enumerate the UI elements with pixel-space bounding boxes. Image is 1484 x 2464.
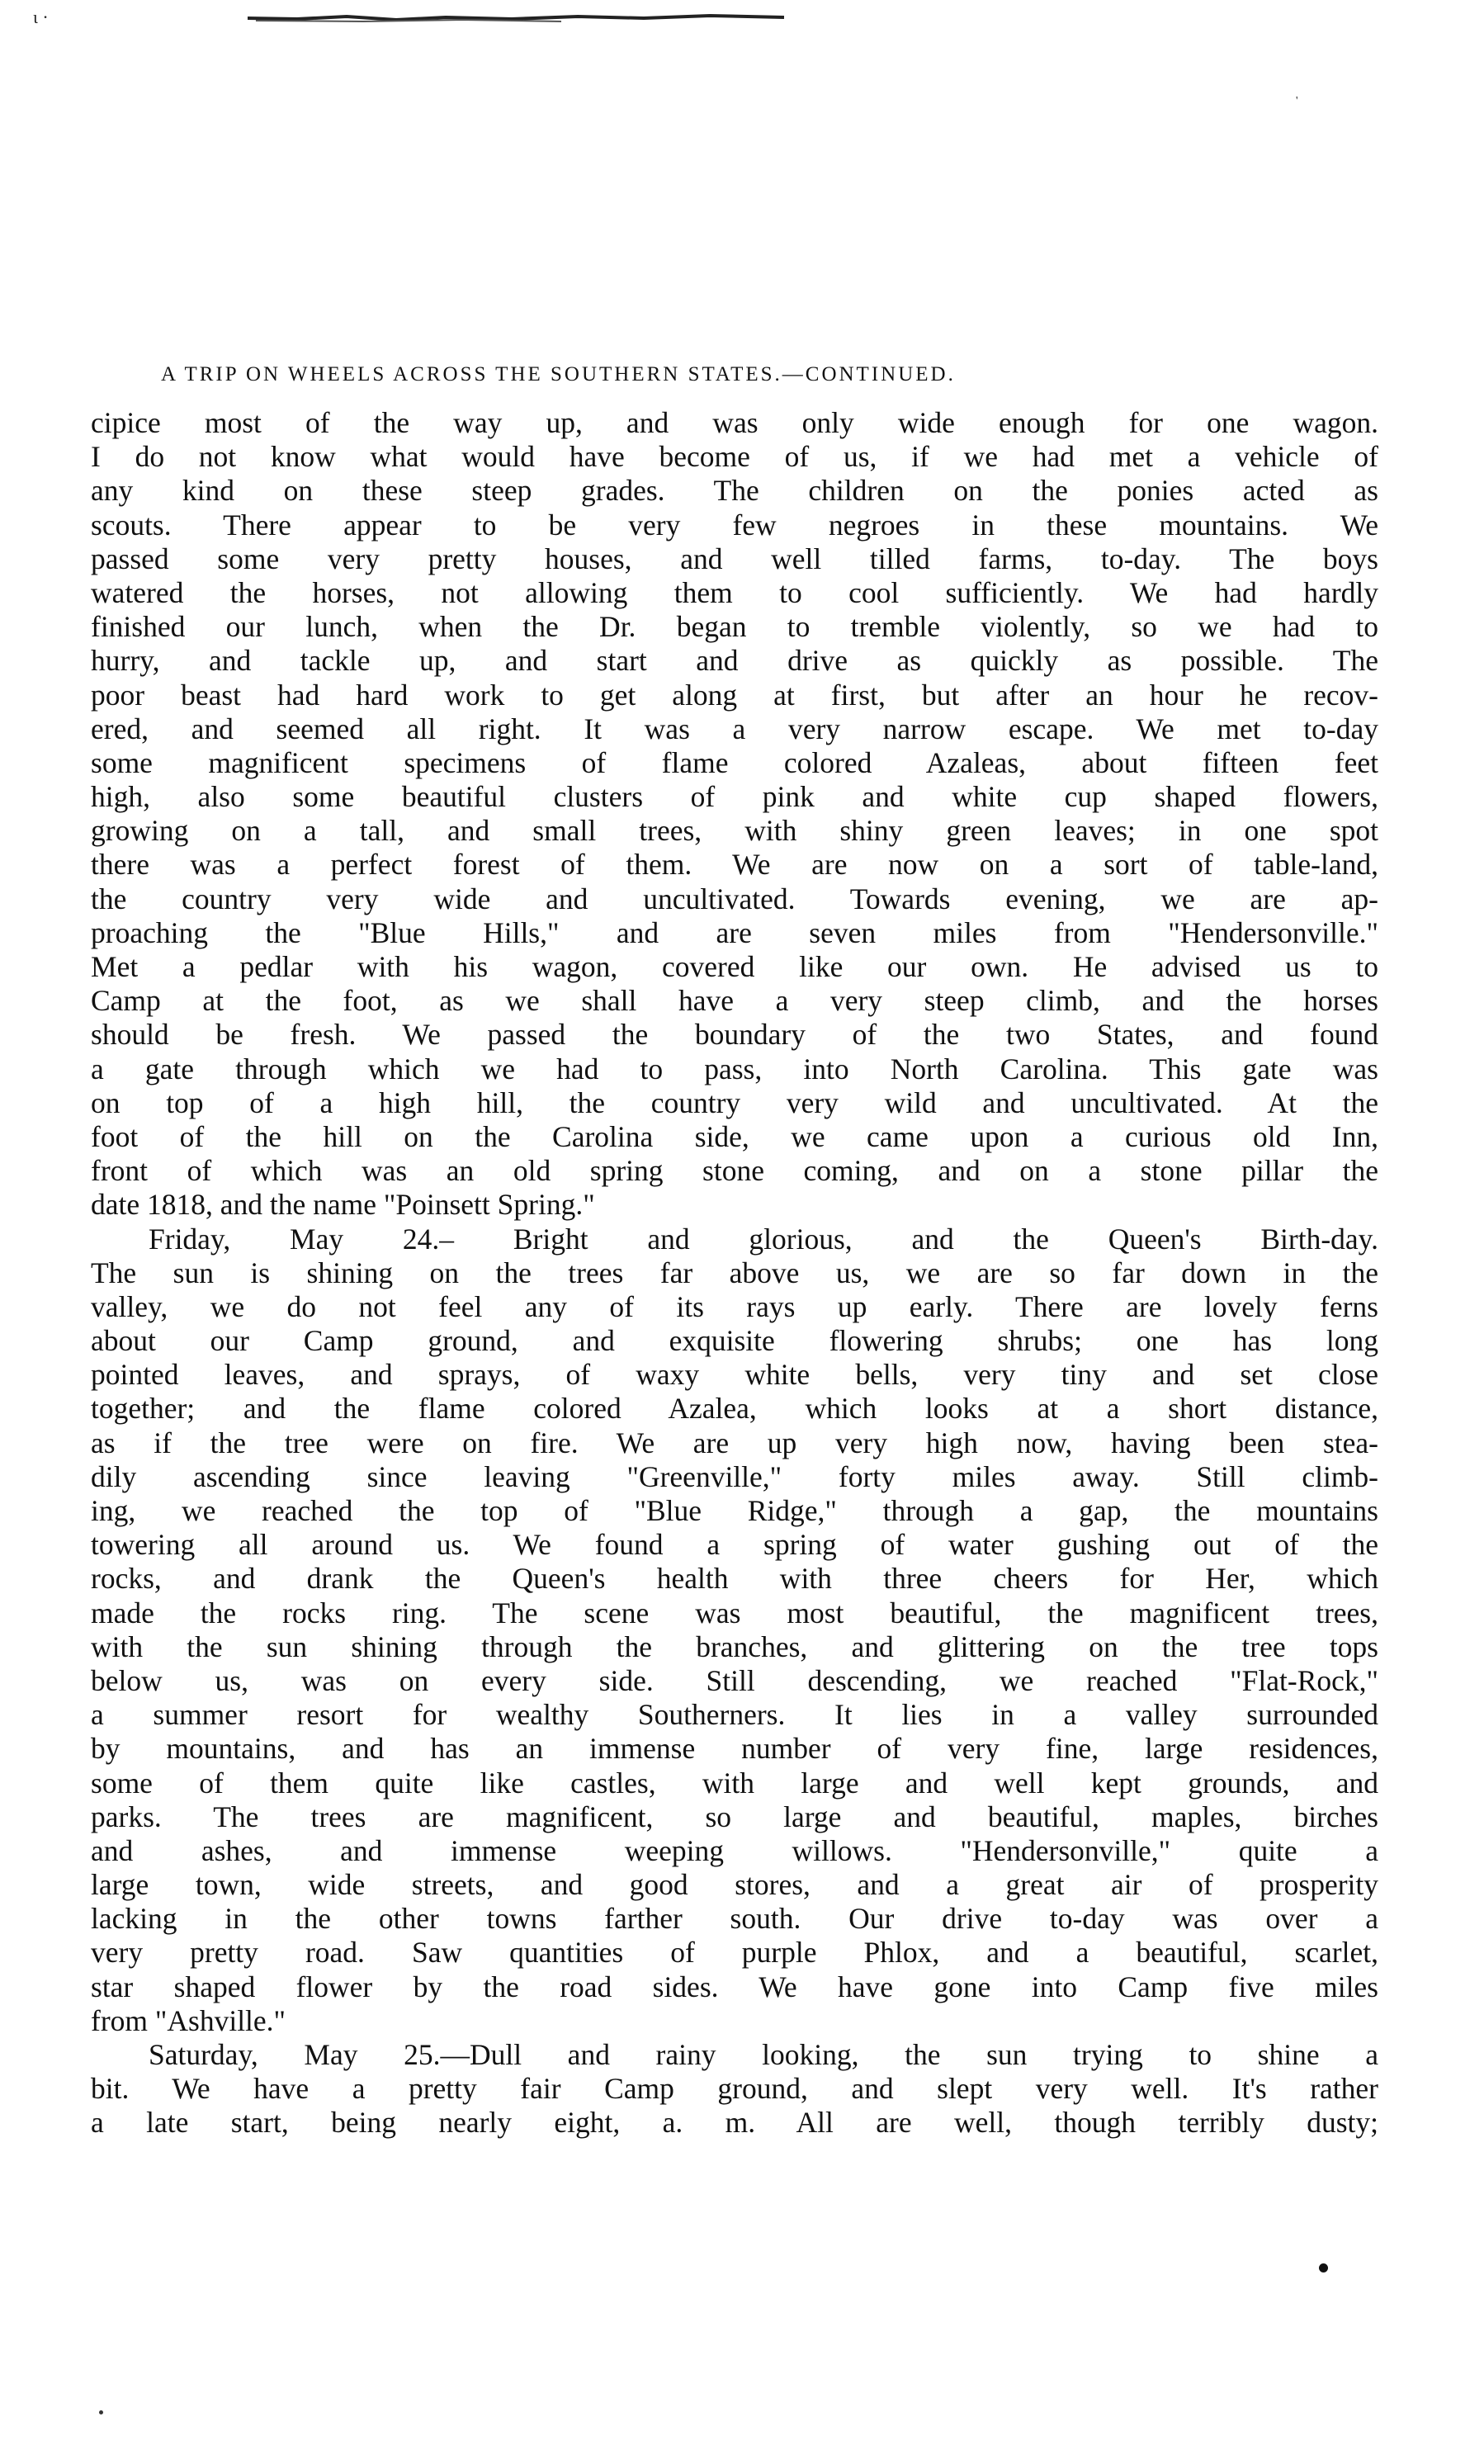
text-line: Saturday, May 25.—Dull and rainy looking, the sun trying to shine a [149,2038,1378,2071]
text-line: date 1818, and the name "Poinsett Spring." [91,1188,595,1222]
scan-mark-corner: ι · [33,7,49,27]
body-text [91,406,1378,2140]
text-line: a summer resort for wealthy Southerners. It lies in a valley surrounded [91,1698,1378,1732]
text-line: very pretty road. Saw quantities of purple Phlox, and a beautiful, scarlet, [91,1936,1378,1970]
text-line: The sun is shining on the trees far above us, we are so far down in the [91,1256,1378,1289]
text-line: some of them quite like castles, with large and well kept grounds, and [91,1766,1378,1800]
scan-dot [99,2410,103,2414]
text-line: cipice most of the way up, and was only wide enough for one wagon. [91,406,1378,439]
text-line: below us, was on every side. Still descending, we reached "Flat-Rock," [91,1663,1378,1697]
text-line: proaching the "Blue Hills," and are seven miles from "Hendersonville." [91,915,1378,949]
text-line: foot of the hill on the Carolina side, we came upon a curious old Inn, [91,1119,1378,1153]
text-line: together; and the flame colored Azalea, which looks at a short distance, [91,1392,1378,1426]
text-line: scouts. There appear to be very few negroes in these mountains. We [91,508,1378,542]
text-line: I do not know what would have become of us, if we had met a vehicle of [91,440,1378,474]
text-line: about our Camp ground, and exquisite flowering shrubs; one has long [91,1324,1378,1358]
text-line: parks. The trees are magnificent, so large and beautiful, maples, birches [91,1800,1378,1833]
text-line: ered, and seemed all right. It was a very narrow escape. We met to-day [91,712,1378,745]
text-line: star shaped flower by the road sides. We have gone into Camp five miles [91,1970,1378,2003]
text-line: passed some very pretty houses, and well tilled farms, to-day. The boys [91,542,1378,575]
text-line: high, also some beautiful clusters of pink and white cup shaped flowers, [91,780,1378,814]
scan-artifact-top [248,12,784,23]
scan-dot [1319,2263,1328,2272]
text-line: watered the horses, not allowing them to cool sufficiently. We had hardly [91,575,1378,609]
running-head: A TRIP ON WHEELS ACROSS THE SOUTHERN STATES.—CONTINUED. [161,363,956,385]
text-line: and ashes, and immense weeping willows. "Hendersonville," quite a [91,1833,1378,1867]
text-line: on top of a high hill, the country very wild and uncultivated. At the [91,1085,1378,1119]
text-line: poor beast had hard work to get along at first, but after an hour he recov- [91,678,1378,712]
text-line: rocks, and drank the Queen's health with three cheers for Her, which [91,1562,1378,1596]
scan-mark-tick: ' [1296,95,1298,107]
text-line: a gate through which we had to pass, into North Carolina. This gate was [91,1052,1378,1085]
text-line: valley, we do not feel any of its rays up early. There are lovely ferns [91,1289,1378,1323]
text-line: from "Ashville." [91,2003,286,2037]
text-line: growing on a tall, and small trees, with shiny green leaves; in one spot [91,814,1378,848]
text-line: as if the tree were on fire. We are up very high now, having been stea- [91,1426,1378,1459]
text-line: by mountains, and has an immense number of very fine, large residences, [91,1732,1378,1766]
text-line: any kind on these steep grades. The children on the ponies acted as [91,474,1378,508]
text-line: large town, wide streets, and good stores, and a great air of prosperity [91,1868,1378,1902]
text-line: a late start, being nearly eight, a. m. All are well, though terribly dusty; [91,2106,1378,2140]
text-line: hurry, and tackle up, and start and drive as quickly as possible. The [91,644,1378,678]
text-line: front of which was an old spring stone coming, and on a stone pillar the [91,1154,1378,1188]
text-line: with the sun shining through the branches, and glittering on the tree tops [91,1629,1378,1663]
text-line: lacking in the other towns farther south. Our drive to-day was over a [91,1902,1378,1936]
text-line: some magnificent specimens of flame colored Azaleas, about fifteen feet [91,745,1378,779]
text-line: there was a perfect forest of them. We are now on a sort of table-land, [91,848,1378,882]
text-line: Met a pedlar with his wagon, covered like our own. He advised us to [91,950,1378,983]
text-line: made the rocks ring. The scene was most beautiful, the magnificent trees, [91,1596,1378,1629]
text-line: dily ascending since leaving "Greenville," forty miles away. Still climb- [91,1459,1378,1493]
text-line: towering all around us. We found a spring of water gushing out of the [91,1528,1378,1562]
text-line: pointed leaves, and sprays, of waxy white bells, very tiny and set close [91,1358,1378,1392]
text-line: finished our lunch, when the Dr. began to tremble violently, so we had to [91,610,1378,644]
text-line: Camp at the foot, as we shall have a very steep climb, and the horses [91,984,1378,1018]
text-line: ing, we reached the top of "Blue Ridge," through a gap, the mountains [91,1494,1378,1527]
text-line: the country very wide and uncultivated. Towards evening, we are ap- [91,882,1378,915]
text-line: bit. We have a pretty fair Camp ground, and slept very well. It's rather [91,2072,1378,2106]
text-line: Friday, May 24.– Bright and glorious, and the Queen's Birth-day. [149,1222,1378,1256]
text-line: should be fresh. We passed the boundary of the two States, and found [91,1018,1378,1052]
